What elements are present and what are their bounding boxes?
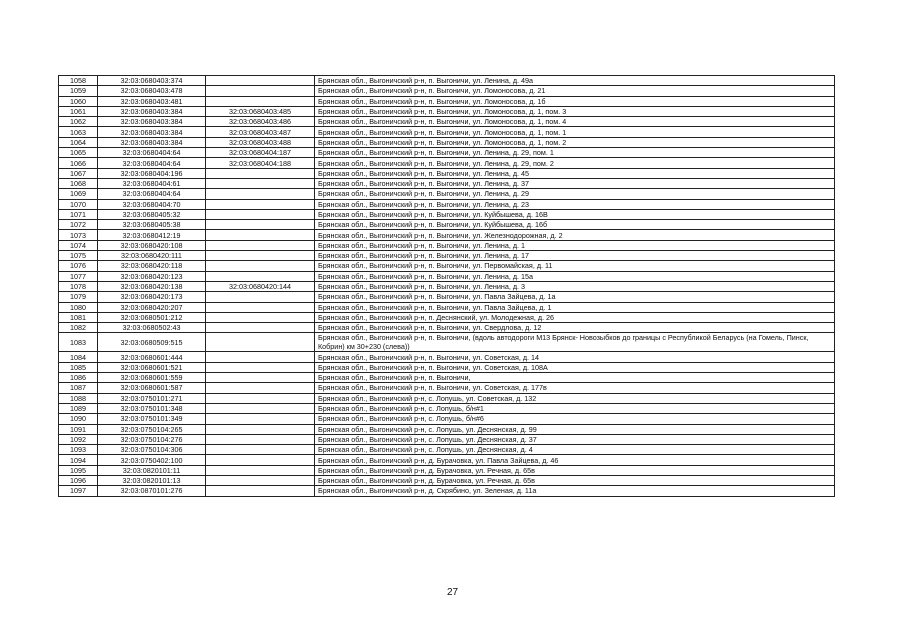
cadastral-number-cell: 32:03:0680412:19 [98, 230, 206, 240]
related-cadastral-number-cell: 32:03:0680403:487 [206, 127, 315, 137]
related-cadastral-number-cell [206, 292, 315, 302]
table-row [59, 281, 835, 291]
table-row [59, 117, 835, 127]
address-cell: Брянская обл., Выгоничский р-н, п. Выгоничи, ул. Советская, д. 177в [315, 383, 835, 393]
related-cadastral-number-cell [206, 271, 315, 281]
address-cell: Брянская обл., Выгоничский р-н, п. Выгоничи, ул. Ломоносова, д. 1б [315, 96, 835, 106]
table-row [59, 424, 835, 434]
row-number-cell: 1089 [59, 403, 98, 413]
table-row [59, 178, 835, 188]
row-number-cell: 1094 [59, 455, 98, 465]
table-row [59, 475, 835, 485]
row-number-cell: 1077 [59, 271, 98, 281]
related-cadastral-number-cell [206, 178, 315, 188]
address-cell: Брянская обл., Выгоничский р-н, д. Скрябино, ул. Зеленая, д. 11а [315, 486, 835, 496]
address-cell: Брянская обл., Выгоничский р-н, п. Выгоничи, (вдоль автодороги М13 Брянск- Новозыбков до границы с Республикой Беларусь (на Гомель, Пинск, Кобрин) км 30+230 (слева)) [315, 333, 835, 352]
cadastral-number-cell: 32:03:0680601:521 [98, 362, 206, 372]
page-number: 27 [446, 587, 459, 598]
address-cell: Брянская обл., Выгоничский р-н, с. Лопушь, ул. Деснянская, д. 99 [315, 424, 835, 434]
related-cadastral-number-cell: 32:03:0680403:485 [206, 106, 315, 116]
related-cadastral-number-cell [206, 302, 315, 312]
row-number-cell: 1092 [59, 434, 98, 444]
row-number-cell: 1080 [59, 302, 98, 312]
cadastral-number-cell: 32:03:0750101:271 [98, 393, 206, 403]
related-cadastral-number-cell: 32:03:0680404:188 [206, 158, 315, 168]
row-number-cell: 1072 [59, 220, 98, 230]
row-number-cell: 1062 [59, 117, 98, 127]
address-cell: Брянская обл., Выгоничский р-н, п. Деснянский, ул. Молодежная, д. 26 [315, 312, 835, 322]
related-cadastral-number-cell: 32:03:0680420:144 [206, 281, 315, 291]
cadastral-number-cell: 32:03:0680403:384 [98, 127, 206, 137]
address-cell: Брянская обл., Выгоничский р-н, с. Лопушь, ул. Деснянская, д. 4 [315, 445, 835, 455]
address-cell: Брянская обл., Выгоничский р-н, п. Выгоничи, ул. Ломоносова, д. 1, пом. 1 [315, 127, 835, 137]
related-cadastral-number-cell: 32:03:0680404:187 [206, 148, 315, 158]
related-cadastral-number-cell [206, 486, 315, 496]
cadastral-number-cell: 32:03:0680601:444 [98, 352, 206, 362]
row-number-cell: 1066 [59, 158, 98, 168]
row-number-cell: 1095 [59, 465, 98, 475]
row-number-cell: 1079 [59, 292, 98, 302]
row-number-cell: 1075 [59, 251, 98, 261]
cadastral-number-cell: 32:03:0680403:374 [98, 76, 206, 86]
registry-table-body [59, 76, 835, 497]
row-number-cell: 1084 [59, 352, 98, 362]
table-row [59, 240, 835, 250]
table-row [59, 414, 835, 424]
cadastral-number-cell: 32:03:0680420:173 [98, 292, 206, 302]
cadastral-number-cell: 32:03:0680405:32 [98, 209, 206, 219]
related-cadastral-number-cell [206, 362, 315, 372]
row-number-cell: 1097 [59, 486, 98, 496]
related-cadastral-number-cell [206, 434, 315, 444]
table-row [59, 271, 835, 281]
table-row [59, 302, 835, 312]
cadastral-number-cell: 32:03:0750104:276 [98, 434, 206, 444]
row-number-cell: 1064 [59, 137, 98, 147]
row-number-cell: 1069 [59, 189, 98, 199]
cadastral-number-cell: 32:03:0680501:212 [98, 312, 206, 322]
cadastral-number-cell: 32:03:0820101:13 [98, 475, 206, 485]
cadastral-number-cell: 32:03:0680420:123 [98, 271, 206, 281]
address-cell: Брянская обл., Выгоничский р-н, п. Выгоничи, ул. Ленина, д. 49а [315, 76, 835, 86]
related-cadastral-number-cell [206, 333, 315, 352]
related-cadastral-number-cell [206, 251, 315, 261]
cadastral-number-cell: 32:03:0680403:384 [98, 117, 206, 127]
table-row [59, 393, 835, 403]
address-cell: Брянская обл., Выгоничский р-н, п. Выгоничи, ул. Ломоносова, д. 1, пом. 3 [315, 106, 835, 116]
related-cadastral-number-cell [206, 393, 315, 403]
cadastral-number-cell: 32:03:0750104:265 [98, 424, 206, 434]
registry-table [58, 75, 835, 497]
row-number-cell: 1082 [59, 323, 98, 333]
table-row [59, 465, 835, 475]
address-cell: Брянская обл., Выгоничский р-н, п. Выгоничи, ул. Ломоносова, д. 1, пом. 4 [315, 117, 835, 127]
related-cadastral-number-cell [206, 465, 315, 475]
row-number-cell: 1067 [59, 168, 98, 178]
row-number-cell: 1074 [59, 240, 98, 250]
row-number-cell: 1083 [59, 333, 98, 352]
address-cell: Брянская обл., Выгоничский р-н, п. Выгоничи, ул. Ломоносова, д. 1, пом. 2 [315, 137, 835, 147]
address-cell: Брянская обл., Выгоничский р-н, п. Выгоничи, ул. Павла Зайцева, д. 1а [315, 292, 835, 302]
cadastral-number-cell: 32:03:0680404:196 [98, 168, 206, 178]
cadastral-number-cell: 32:03:0680509:515 [98, 333, 206, 352]
table-row [59, 352, 835, 362]
row-number-cell: 1091 [59, 424, 98, 434]
table-row [59, 373, 835, 383]
table-row [59, 86, 835, 96]
cadastral-number-cell: 32:03:0680601:587 [98, 383, 206, 393]
address-cell: Брянская обл., Выгоничский р-н, п. Выгоничи, ул. Ленина, д. 1 [315, 240, 835, 250]
row-number-cell: 1060 [59, 96, 98, 106]
related-cadastral-number-cell [206, 403, 315, 413]
table-row [59, 199, 835, 209]
address-cell: Брянская обл., Выгоничский р-н, п. Выгоничи, ул. Ленина, д. 29 [315, 189, 835, 199]
table-row [59, 251, 835, 261]
row-number-cell: 1065 [59, 148, 98, 158]
cadastral-number-cell: 32:03:0680403:384 [98, 137, 206, 147]
address-cell: Брянская обл., Выгоничский р-н, п. Выгоничи, ул. Ленина, д. 45 [315, 168, 835, 178]
related-cadastral-number-cell [206, 230, 315, 240]
cadastral-number-cell: 32:03:0680420:138 [98, 281, 206, 291]
address-cell: Брянская обл., Выгоничский р-н, п. Выгоничи, ул. Ленина, д. 23 [315, 199, 835, 209]
table-row [59, 158, 835, 168]
related-cadastral-number-cell: 32:03:0680403:488 [206, 137, 315, 147]
row-number-cell: 1061 [59, 106, 98, 116]
table-row [59, 96, 835, 106]
related-cadastral-number-cell [206, 414, 315, 424]
table-row [59, 137, 835, 147]
address-cell: Брянская обл., Выгоничский р-н, п. Выгоничи, ул. Куйбышева, д. 16В [315, 209, 835, 219]
related-cadastral-number-cell [206, 240, 315, 250]
row-number-cell: 1096 [59, 475, 98, 485]
row-number-cell: 1088 [59, 393, 98, 403]
table-row [59, 403, 835, 413]
table-row [59, 455, 835, 465]
cadastral-number-cell: 32:03:0750101:349 [98, 414, 206, 424]
address-cell: Брянская обл., Выгоничский р-н, д. Бурачовка, ул. Павла Зайцева, д. 46 [315, 455, 835, 465]
cadastral-number-cell: 32:03:0680404:64 [98, 148, 206, 158]
row-number-cell: 1071 [59, 209, 98, 219]
row-number-cell: 1085 [59, 362, 98, 372]
address-cell: Брянская обл., Выгоничский р-н, с. Лопушь, ул. Советская, д. 132 [315, 393, 835, 403]
table-row [59, 445, 835, 455]
cadastral-number-cell: 32:03:0750104:306 [98, 445, 206, 455]
cadastral-number-cell: 32:03:0680403:478 [98, 86, 206, 96]
related-cadastral-number-cell [206, 424, 315, 434]
related-cadastral-number-cell [206, 76, 315, 86]
cadastral-number-cell: 32:03:0680404:70 [98, 199, 206, 209]
address-cell: Брянская обл., Выгоничский р-н, п. Выгоничи, ул. Первомайская, д. 11 [315, 261, 835, 271]
related-cadastral-number-cell [206, 455, 315, 465]
related-cadastral-number-cell: 32:03:0680403:486 [206, 117, 315, 127]
cadastral-number-cell: 32:03:0680404:64 [98, 158, 206, 168]
table-row [59, 106, 835, 116]
address-cell: Брянская обл., Выгоничский р-н, д. Бурачовка, ул. Речная, д. 65в [315, 475, 835, 485]
table-row [59, 323, 835, 333]
address-cell: Брянская обл., Выгоничский р-н, п. Выгоничи, ул. Ленина, д. 29, пом. 1 [315, 148, 835, 158]
related-cadastral-number-cell [206, 199, 315, 209]
address-cell: Брянская обл., Выгоничский р-н, п. Выгоничи, ул. Павла Зайцева, д. 1 [315, 302, 835, 312]
related-cadastral-number-cell [206, 373, 315, 383]
row-number-cell: 1073 [59, 230, 98, 240]
table-row [59, 333, 835, 352]
row-number-cell: 1093 [59, 445, 98, 455]
address-cell: Брянская обл., Выгоничский р-н, п. Выгоничи, ул. Ломоносова, д. 21 [315, 86, 835, 96]
table-row [59, 230, 835, 240]
cadastral-number-cell: 32:03:0680502:43 [98, 323, 206, 333]
address-cell: Брянская обл., Выгоничский р-н, с. Лопушь, б/н#6 [315, 414, 835, 424]
related-cadastral-number-cell [206, 220, 315, 230]
row-number-cell: 1076 [59, 261, 98, 271]
cadastral-number-cell: 32:03:0680403:481 [98, 96, 206, 106]
related-cadastral-number-cell [206, 96, 315, 106]
table-row [59, 312, 835, 322]
address-cell: Брянская обл., Выгоничский р-н, п. Выгоничи, ул. Куйбышева, д. 16б [315, 220, 835, 230]
table-row [59, 148, 835, 158]
related-cadastral-number-cell [206, 209, 315, 219]
address-cell: Брянская обл., Выгоничский р-н, п. Выгоничи, ул. Советская, д. 14 [315, 352, 835, 362]
cadastral-number-cell: 32:03:0750402:100 [98, 455, 206, 465]
row-number-cell: 1087 [59, 383, 98, 393]
related-cadastral-number-cell [206, 189, 315, 199]
cadastral-number-cell: 32:03:0870101:276 [98, 486, 206, 496]
row-number-cell: 1090 [59, 414, 98, 424]
address-cell: Брянская обл., Выгоничский р-н, д. Бурачовка, ул. Речная, д. 65в [315, 465, 835, 475]
row-number-cell: 1070 [59, 199, 98, 209]
related-cadastral-number-cell [206, 323, 315, 333]
cadastral-number-cell: 32:03:0680405:38 [98, 220, 206, 230]
cadastral-number-cell: 32:03:0680403:384 [98, 106, 206, 116]
cadastral-number-cell: 32:03:0680420:118 [98, 261, 206, 271]
row-number-cell: 1078 [59, 281, 98, 291]
cadastral-number-cell: 32:03:0680404:61 [98, 178, 206, 188]
address-cell: Брянская обл., Выгоничский р-н, п. Выгоничи, ул. Свердлова, д. 12 [315, 323, 835, 333]
related-cadastral-number-cell [206, 383, 315, 393]
row-number-cell: 1059 [59, 86, 98, 96]
related-cadastral-number-cell [206, 261, 315, 271]
related-cadastral-number-cell [206, 168, 315, 178]
row-number-cell: 1058 [59, 76, 98, 86]
address-cell: Брянская обл., Выгоничский р-н, п. Выгоничи, ул. Ленина, д. 3 [315, 281, 835, 291]
address-cell: Брянская обл., Выгоничский р-н, с. Лопушь, б/н#1 [315, 403, 835, 413]
table-row [59, 209, 835, 219]
related-cadastral-number-cell [206, 86, 315, 96]
cadastral-number-cell: 32:03:0820101:11 [98, 465, 206, 475]
table-row [59, 362, 835, 372]
address-cell: Брянская обл., Выгоничский р-н, п. Выгоничи, ул. Ленина, д. 37 [315, 178, 835, 188]
related-cadastral-number-cell [206, 445, 315, 455]
table-row [59, 261, 835, 271]
row-number-cell: 1068 [59, 178, 98, 188]
row-number-cell: 1086 [59, 373, 98, 383]
cadastral-number-cell: 32:03:0680420:207 [98, 302, 206, 312]
address-cell: Брянская обл., Выгоничский р-н, с. Лопушь, ул. Деснянская, д. 37 [315, 434, 835, 444]
cadastral-number-cell: 32:03:0680601:559 [98, 373, 206, 383]
row-number-cell: 1081 [59, 312, 98, 322]
address-cell: Брянская обл., Выгоничский р-н, п. Выгоничи, ул. Советская, д. 108А [315, 362, 835, 372]
table-row [59, 220, 835, 230]
address-cell: Брянская обл., Выгоничский р-н, п. Выгоничи, ул. Ленина, д. 17 [315, 251, 835, 261]
cadastral-number-cell: 32:03:0680404:64 [98, 189, 206, 199]
table-row [59, 76, 835, 86]
address-cell: Брянская обл., Выгоничский р-н, п. Выгоничи, ул. Железнодорожная, д. 2 [315, 230, 835, 240]
table-row [59, 127, 835, 137]
row-number-cell: 1063 [59, 127, 98, 137]
related-cadastral-number-cell [206, 475, 315, 485]
table-row [59, 189, 835, 199]
table-row [59, 486, 835, 496]
cadastral-number-cell: 32:03:0750101:348 [98, 403, 206, 413]
address-cell: Брянская обл., Выгоничский р-н, п. Выгоничи, ул. Ленина, д. 15а [315, 271, 835, 281]
cadastral-number-cell: 32:03:0680420:111 [98, 251, 206, 261]
related-cadastral-number-cell [206, 352, 315, 362]
table-row [59, 383, 835, 393]
related-cadastral-number-cell [206, 312, 315, 322]
address-cell: Брянская обл., Выгоничский р-н, п. Выгоничи, ул. Ленина, д. 29, пом. 2 [315, 158, 835, 168]
cadastral-number-cell: 32:03:0680420:108 [98, 240, 206, 250]
table-row [59, 168, 835, 178]
address-cell: Брянская обл., Выгоничский р-н, п. Выгоничи, [315, 373, 835, 383]
table-row [59, 434, 835, 444]
table-row [59, 292, 835, 302]
